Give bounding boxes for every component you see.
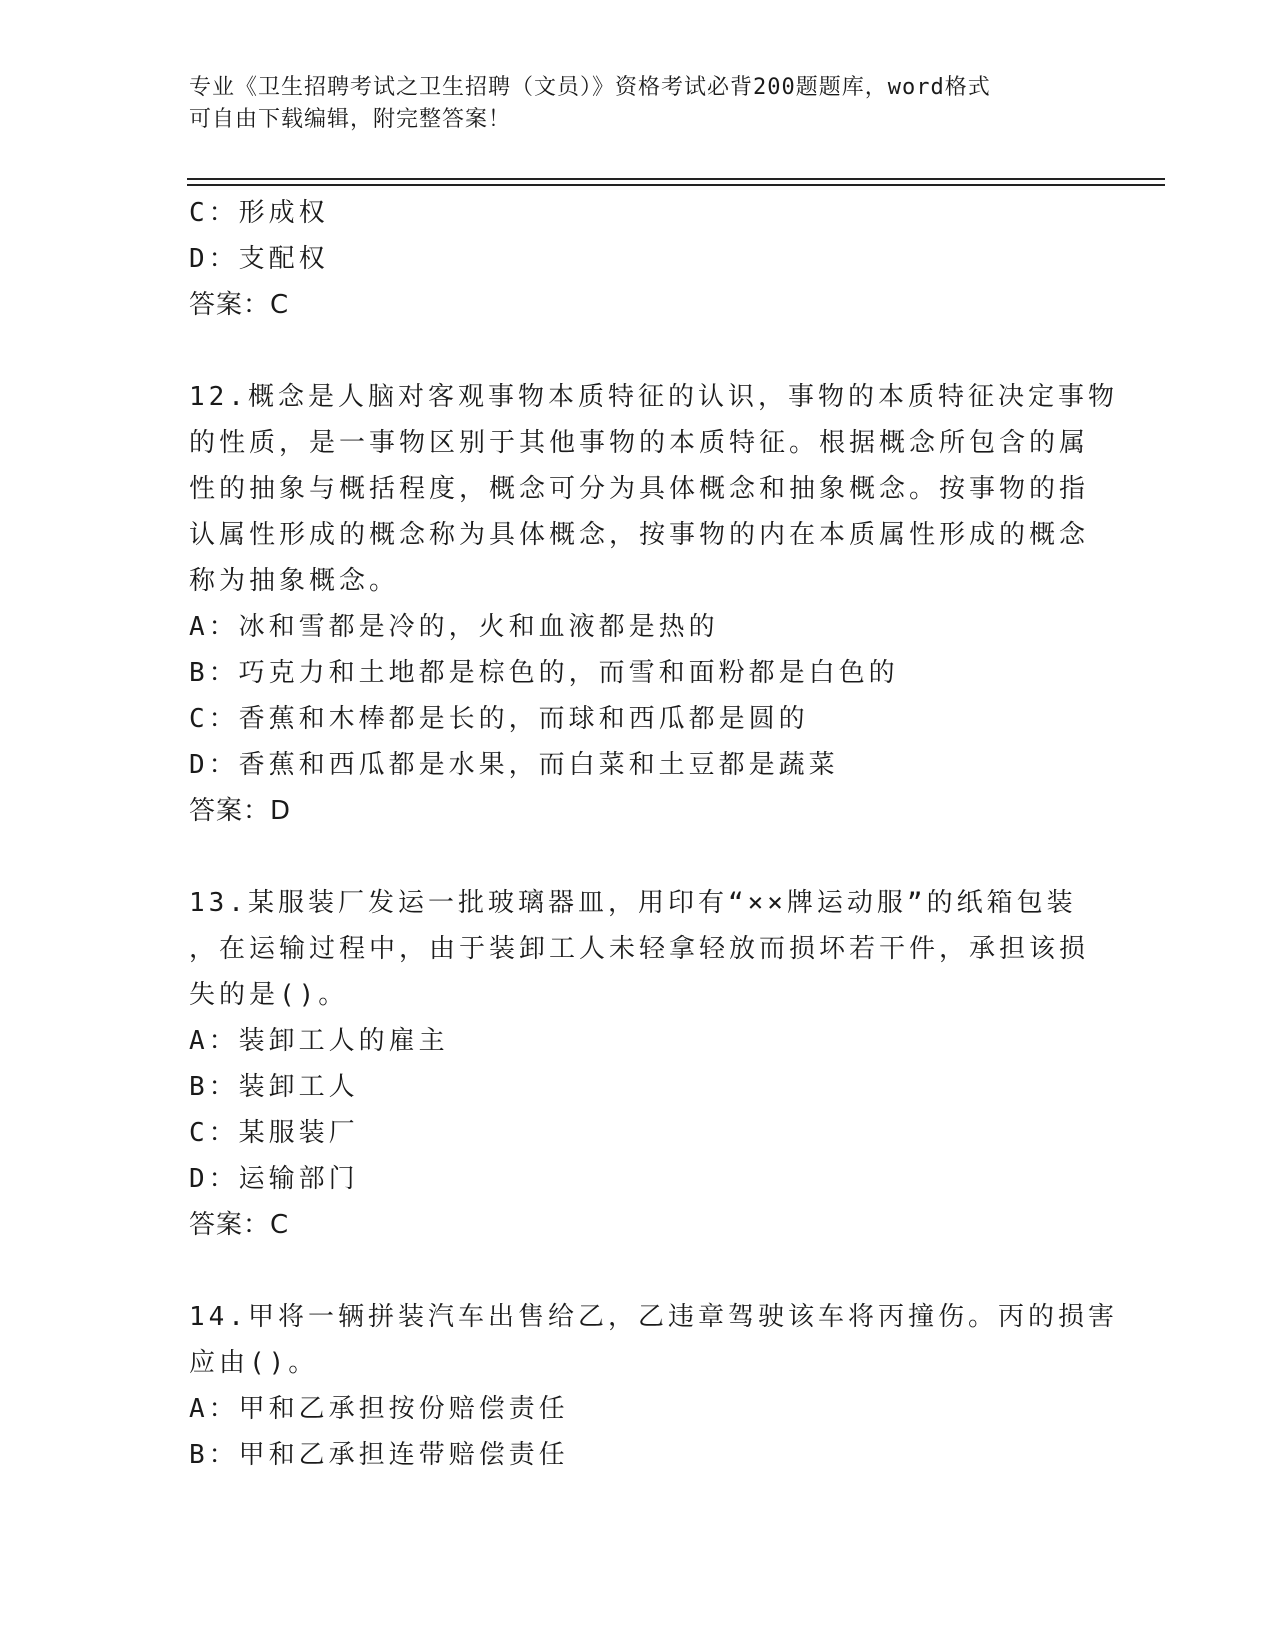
spacer: [189, 328, 1089, 374]
answer-line: 答案：C: [189, 1210, 290, 1240]
option-d: D：香蕉和西瓜都是水果，而白菜和土豆都是蔬菜: [189, 750, 839, 780]
option-a: A：装卸工人的雇主: [189, 1026, 449, 1056]
question-11-tail: [189, 190, 1089, 328]
option-c: C：某服装厂: [189, 1118, 359, 1148]
document-body: [189, 190, 1118, 1478]
header-rule-top: [187, 178, 1165, 180]
header-line-2: 可自由下载编辑，附完整答案！: [189, 107, 512, 132]
question-13: [189, 880, 1089, 1248]
spacer: [189, 834, 1089, 880]
question-stem-line: 14.甲将一辆拼装汽车出售给乙，乙违章驾驶该车将丙撞伤。丙的损害: [189, 1302, 1118, 1332]
option-a: A：冰和雪都是冷的，火和血液都是热的: [189, 612, 719, 642]
answer-line: 答案：C: [189, 290, 290, 320]
option-d: D：支配权: [189, 244, 329, 274]
spacer: [189, 1248, 1089, 1294]
option-d: D：运输部门: [189, 1164, 359, 1194]
document-header: [189, 72, 1089, 136]
question-14: [189, 1294, 1118, 1478]
question-stem-line: 的性质，是一事物区别于其他事物的本质特征。根据概念所包含的属: [189, 428, 1090, 458]
option-b: B：装卸工人: [189, 1072, 359, 1102]
option-a: A：甲和乙承担按份赔偿责任: [189, 1394, 569, 1424]
answer-line: 答案：D: [189, 796, 292, 826]
header-rule-bottom: [187, 184, 1165, 186]
question-stem-line: 称为抽象概念。: [189, 566, 400, 596]
header-line-1: 专业《卫生招聘考试之卫生招聘（文员）》资格考试必背200题题库，word格式: [189, 75, 991, 100]
question-stem-line: 失的是()。: [189, 980, 349, 1010]
question-stem-line: 12.概念是人脑对客观事物本质特征的认识，事物的本质特征决定事物: [189, 382, 1118, 412]
option-b: B：巧克力和土地都是棕色的，而雪和面粉都是白色的: [189, 658, 899, 688]
question-stem-line: 应由()。: [189, 1348, 319, 1378]
option-b: B：甲和乙承担连带赔偿责任: [189, 1440, 569, 1470]
question-stem-line: 性的抽象与概括程度，概念可分为具体概念和抽象概念。按事物的指: [189, 474, 1090, 504]
question-stem-line: 认属性形成的概念称为具体概念，按事物的内在本质属性形成的概念: [189, 520, 1090, 550]
option-c: C：形成权: [189, 198, 329, 228]
question-stem-line: ，在运输过程中，由于装卸工人未轻拿轻放而损坏若干件，承担该损: [189, 934, 1090, 964]
question-stem-line: 13.某服装厂发运一批玻璃器皿，用印有“××牌运动服”的纸箱包装: [189, 888, 1077, 918]
option-c: C：香蕉和木棒都是长的，而球和西瓜都是圆的: [189, 704, 809, 734]
question-12: [189, 374, 1118, 834]
